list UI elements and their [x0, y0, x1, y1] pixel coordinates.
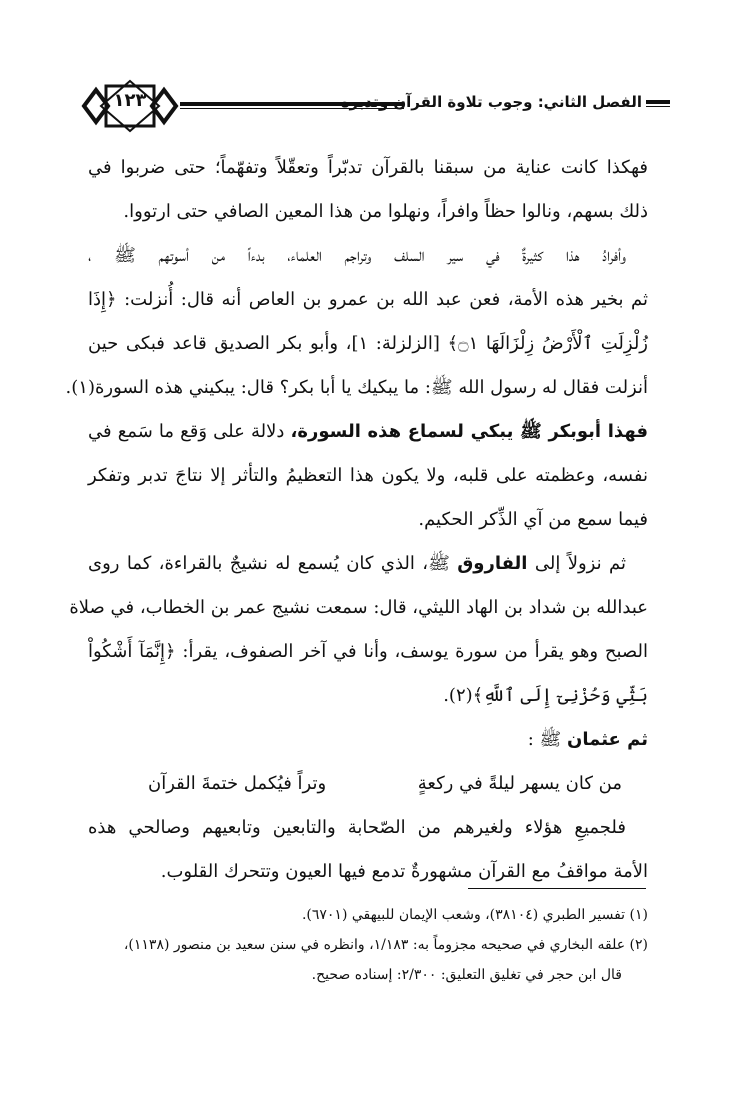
footnote-continuation: قال ابن حجر في تغليق التعليق: ٢/٣٠٠: إسناده صحيح. — [311, 967, 622, 983]
text-line: نفسه، وعظمته على قلبه، ولا يكون هذا التعظيمُ والتأثر إلا نتاجَ تدبر وتفكر — [88, 465, 648, 486]
farouq-heading: الفاروق — [457, 553, 528, 574]
abu-bakr-text: دلالة على وَقع ما سَمع في — [88, 421, 291, 442]
text-line: فهكذا كانت عناية من سبقنا بالقرآن تدبّراً وتعقّلاً وتفهّماً؛ حتى ضربوا في — [88, 157, 648, 178]
chapter-title: الفصل الثاني: وجوب تلاوة القرآن وتدبره — [340, 93, 642, 111]
uthman-text: ﷺ : — [527, 729, 568, 750]
text-line: عبدالله بن شداد بن الهاد الليثي، قال: سمعت نشيج عمر بن الخطاب، في صلاة — [69, 597, 648, 618]
footnote-separator — [468, 888, 646, 889]
quran-verse-line: بَثِّي وَحُزْنِىٓ إِلَى ٱللَّهِ﴾(٢). — [443, 685, 648, 706]
text-line: ثم بخير هذه الأمة، فعن عبد الله بن عمرو بن العاص أنه قال: أُنزلت: ﴿إِذَا — [88, 289, 648, 310]
farouq-line — [88, 542, 648, 586]
main-text — [65, 146, 648, 894]
verse-first-hemistich: من كان يسهر ليلةً في ركعةٍ — [417, 773, 622, 794]
abu-bakr-heading: فهذا أبوبكر ﷺ يبكي لسماع هذه السورة، — [290, 421, 648, 442]
quran-verse-line: زُلْزِلَتِ ٱلْأَرْضُ زِلْزَالَهَا ۝١﴾ [الزلزلة: ١]، وأبو بكر الصديق قاعد فبكى حين — [88, 333, 648, 354]
farouq-text: ﷺ، الذي كان يُسمع له نشيجٌ بالقراءة، كما روى — [88, 553, 458, 574]
text-line: أنزلت فقال له رسول الله ﷺ: ما يبكيك يا أبا بكر؟ قال: يبكيني هذه السورة(١). — [65, 377, 648, 398]
farouq-prefix: ثم نزولاً إلى — [527, 553, 626, 574]
uthman-heading: ثم عثمان — [567, 729, 648, 750]
verse-second-hemistich: وتراً فيُكمل ختمةَ القرآن — [148, 773, 327, 794]
footnote: (١) تفسير الطبري (٣٨١٠٤)، وشعب الإيمان للبيهقي (٦٧٠١). — [301, 907, 648, 923]
footnote: (٢) علقه البخاري في صحيحه مجزوماً به: ١/١٨٣، وانظره في سنن سعيد بن منصور (١١٣٨)، — [123, 937, 648, 953]
text-line: فلجميعِ هؤلاء ولغيرهم من الصّحابة والتابعين وتابعيهم وصالحي هذه — [88, 817, 626, 838]
text-line: الأمة مواقفُ مع القرآن مشهورةٌ تدمع فيها العيون وتتحرك القلوب. — [160, 861, 648, 882]
footnotes — [86, 900, 648, 990]
text-line: ذلك بسهم، ونالوا حظاً وافراً، ونهلوا من هذا المعين الصافي حتى ارتووا. — [123, 201, 648, 222]
poetry-verse — [88, 762, 648, 806]
text-line: فيما سمع من آي الذِّكر الحكيم. — [418, 509, 648, 530]
abu-bakr-line — [88, 410, 648, 454]
page-number: ١٢٣ — [113, 90, 147, 111]
uthman-line — [88, 718, 648, 762]
text-line: وأفرادُ هذا كثيرةٌ في سير السلف وتراجم العلماء، بدءاً من أسوتهم ﷺ ، — [88, 245, 626, 266]
header-dash — [646, 100, 670, 107]
quran-verse-line: الصبح وهو يقرأ من سورة يوسف، وأنا في آخر الصفوف، يقرأ: ﴿إِنَّمَآ أَشْكُواْ — [88, 641, 648, 662]
page-header — [80, 80, 670, 132]
